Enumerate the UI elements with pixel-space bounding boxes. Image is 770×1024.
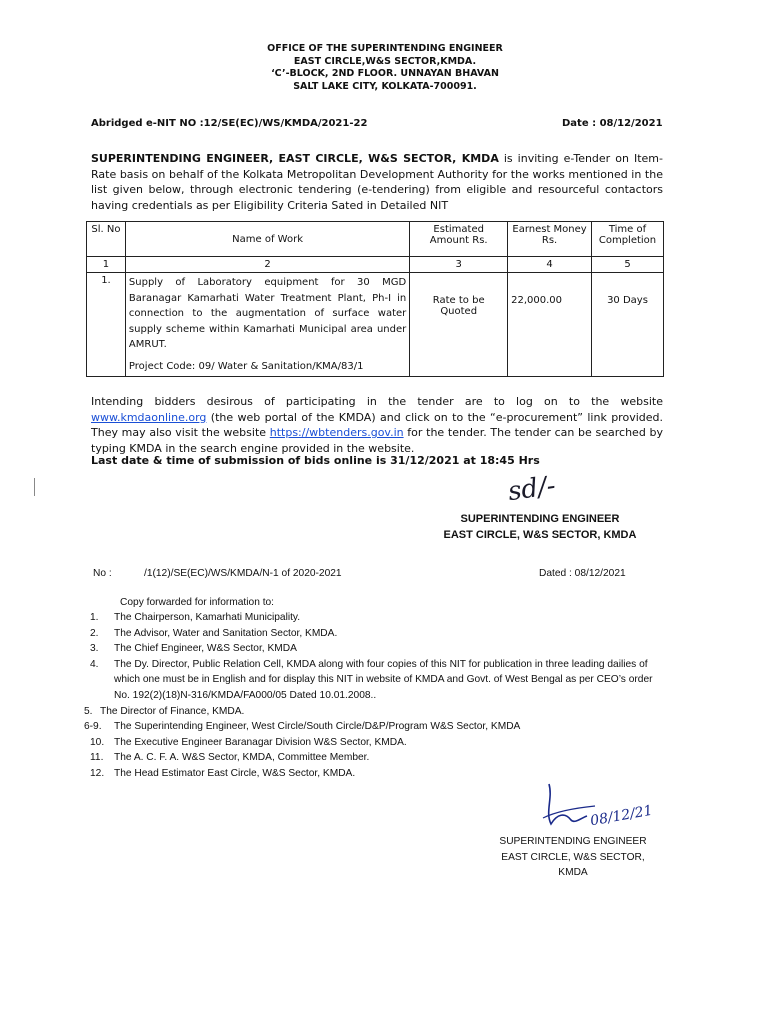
signature-block-2 <box>488 834 658 881</box>
nit-date: Date : 08/12/2021 <box>562 118 663 129</box>
th-time-of-completion: Time of Completion <box>592 222 664 257</box>
list-item: 3. The Chief Engineer, W&S Sector, KMDA <box>90 643 297 655</box>
copy-forwarded-heading: Copy forwarded for information to: <box>120 597 275 608</box>
table-col-number: 2 <box>125 257 409 273</box>
signature-block-1 <box>440 511 640 543</box>
wbtenders-website-link[interactable]: https://wbtenders.gov.in <box>269 426 404 439</box>
row-name-of-work <box>125 273 409 377</box>
sd-signature-mark: sd/- <box>506 470 558 508</box>
bidders-paragraph <box>91 394 663 456</box>
list-item: 1. The Chairperson, Kamarhati Municipality. <box>90 612 301 623</box>
intro-text: is inviting e-Tender on Item-Rate basis on behalf of the Kolkata Metropolitan Development Authority for the works mentioned in the list given below, through electronic tendering (e-tendering) from eligible and resourceful contactors having credentials as per Eligibility Criteria Sated in Detailed NIT <box>91 152 663 212</box>
office-header <box>0 43 770 93</box>
table-number-row <box>87 257 664 273</box>
row-work-description: Supply of Laboratory equipment for 30 MGD Baranagar Kamarhati Water Treatment Plant, Ph-I in connection to the augmentation of surface water supply scheme within Kamarhati Municipal area under AMRUT. <box>128 277 407 350</box>
header-line-3: ‘C’-BLOCK, 2ND FLOOR. UNNAYAN BHAVAN <box>271 68 499 79</box>
margin-mark <box>34 478 35 496</box>
bidders-text-2: (the web portal of the KMDA) and click on to the “e-procurement” link provided. They may also visit the website <box>91 410 663 439</box>
header-line-4: SALT LAKE CITY, KOLKATA-700091. <box>293 80 477 92</box>
signatory-office: EAST CIRCLE, W&S SECTOR, KMDA <box>501 851 645 879</box>
bidders-text-1: Intending bidders desirous of participating in the tender are to log on to the website <box>91 395 663 408</box>
table-col-number: 4 <box>508 257 592 273</box>
intro-paragraph <box>91 151 663 213</box>
list-item: 4. The Dy. Director, Public Relation Cell, KMDA along with four copies of this NIT for publication in three leading dailies of which one must be in English and for display this NIT in website of KMDA and Govt. of West Bengal as per CEO’s order No. 192(2)(18)N-316/KMDA/FA000/05 Dated 10.01.2008.. <box>90 658 653 701</box>
bidders-text-3: for the tender. The tender can be searched by typing KMDA in the search engine provided in the website. <box>91 426 663 455</box>
th-earnest-money: Earnest Money Rs. <box>508 222 592 257</box>
list-item: 6-9. The Superintending Engineer, West Circle/South Circle/D&P/Program W&S Sector, KMDA <box>84 721 521 733</box>
row-time-of-completion: 30 Days <box>592 273 664 377</box>
signatory-title: SUPERINTENDING ENGINEER <box>499 836 647 847</box>
header-line-2: EAST CIRCLE,W&S SECTOR,KMDA. <box>293 55 477 67</box>
last-date-notice: Last date & time of submission of bids online is 31/12/2021 at 18:45 Hrs <box>91 454 540 467</box>
signatory-title: SUPERINTENDING ENGINEER <box>460 513 620 525</box>
signatory-office: EAST CIRCLE, W&S SECTOR, KMDA <box>443 529 637 541</box>
memo-no-value: /1(12)/SE(EC)/WS/KMDA/N-1 of 2020-2021 <box>144 568 342 579</box>
th-name-of-work: Name of Work <box>125 222 409 257</box>
table-col-number: 1 <box>87 257 126 273</box>
nit-reference: Abridged e-NIT NO :12/SE(EC)/WS/KMDA/2021-22 <box>91 118 368 129</box>
table-col-number: 3 <box>410 257 508 273</box>
row-estimated-amount: Rate to be Quoted <box>410 273 508 377</box>
intro-lead: SUPERINTENDING ENGINEER, EAST CIRCLE, W&S SECTOR, KMDA <box>91 152 499 165</box>
list-item: 2. The Advisor, Water and Sanitation Sector, KMDA. <box>90 627 338 639</box>
table-row <box>87 273 664 377</box>
list-item: 5. The Director of Finance, KMDA. <box>84 705 245 717</box>
header-line-1: OFFICE OF THE SUPERINTENDING ENGINEER <box>267 43 503 54</box>
list-item: 12. The Head Estimator East Circle, W&S Sector, KMDA. <box>90 767 356 779</box>
table-header-row <box>87 222 664 257</box>
copy-list <box>84 610 680 782</box>
row-project-code: Project Code: 09/ Water & Sanitation/KMA/83/1 <box>128 360 364 372</box>
memo-no-label: No : <box>93 568 112 579</box>
works-table <box>86 221 664 377</box>
list-item: 11. The A. C. F. A. W&S Sector, KMDA, Committee Member. <box>90 752 370 764</box>
th-sl-no: Sl. No <box>87 222 126 257</box>
memo-dated: Dated : 08/12/2021 <box>539 568 626 579</box>
row-sl-no: 1. <box>87 273 126 377</box>
signature-date: 08/12/21 <box>589 802 654 830</box>
table-col-number: 5 <box>592 257 664 273</box>
list-item: 10. The Executive Engineer Baranagar Division W&S Sector, KMDA. <box>90 736 407 748</box>
kmda-website-link[interactable]: www.kmdaonline.org <box>91 410 207 424</box>
row-earnest-money: 22,000.00 <box>508 273 592 377</box>
th-estimated-amount: Estimated Amount Rs. <box>410 222 508 257</box>
